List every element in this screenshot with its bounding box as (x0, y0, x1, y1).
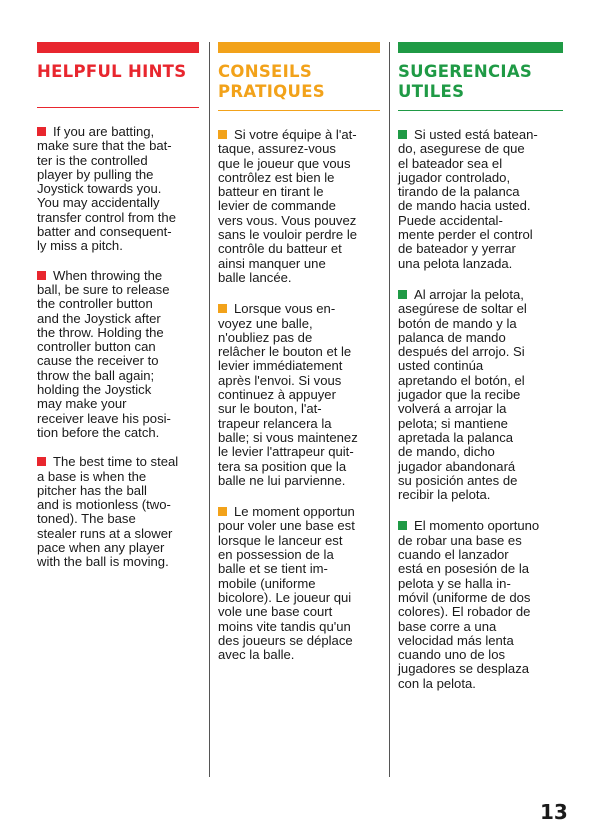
column-title: HELPFUL HINTS (37, 62, 187, 81)
header-bar (218, 42, 380, 53)
hint-paragraph: Le moment opportun pour voler une base est lorsque le lanceur est en possession de la balle et se tient im- mobile (uniforme bicolore). Le joueur qui vole une base court moins vite tandis qu'un des joueurs se déplace avec la balle. (218, 504, 355, 663)
bullet-icon (398, 521, 407, 530)
hint-paragraph: When throwing the ball, be sure to release the controller button and the Joystick after the throw. Holding the controller button can cause the receiver to throw the ball again; holding the Joystick may make your receiver leave his posi- tion before the catch. (37, 267, 171, 440)
bullet-icon (398, 130, 407, 139)
column-french (218, 42, 380, 662)
hint-paragraph: Al arrojar la pelota, asegúrese de soltar el botón de mando y la palanca de mando después del arrojo. Si usted continúa apretando el botón, el jugador que la recibe volverá a arrojar la pelota; si mantiene apretada la palanca de mando, dicho jugador abandonará su posición antes de recibir la pelota. (398, 286, 527, 503)
header-bar (398, 42, 563, 53)
column-spanish (398, 42, 563, 691)
hint-paragraph: El momento oportuno de robar una base es cuando el lanzador está en posesión de la pelota y se halla in- móvil (uniforme de dos colores). El robador de base corre a una velocidad más lenta cuando uno de los jugadores se desplaza con la pelota. (398, 518, 540, 691)
bullet-icon (37, 457, 46, 466)
column-divider-left (209, 42, 210, 777)
hint-paragraph: The best time to steal a base is when the pitcher has the ball and is motionless (two- toned). The base stealer runs at a slower pace when any player with the ball is moving. (37, 454, 179, 570)
bullet-icon (218, 507, 227, 516)
title-rule (398, 110, 563, 111)
column-divider-right (389, 42, 390, 777)
bullet-icon (218, 304, 227, 313)
title-rule (37, 107, 199, 108)
column-title: SUGERENCIAS UTILES (398, 62, 533, 101)
header-bar (37, 42, 199, 53)
hint-paragraph: If you are batting, make sure that the bat- ter is the controlled player by pulling the Joystick towards you. You may accidentally transfer control from the batter and consequent- ly miss a pitch. (37, 124, 176, 254)
column-english (37, 42, 199, 570)
bullet-icon (37, 271, 46, 280)
title-rule (218, 110, 380, 111)
bullet-icon (398, 290, 407, 299)
bullet-icon (37, 127, 46, 136)
bullet-icon (218, 130, 227, 139)
column-title: CONSEILS PRATIQUES (218, 62, 325, 101)
page-number: 13 (540, 800, 568, 824)
hint-paragraph: Si votre équipe à l'at- taque, assurez-vous que le joueur que vous contrôlez est bien le batteur en tirant le levier de commande vers vous. Vous pouvez sans le vouloir perdre le contrôle du batteur et ainsi manquer une balle lancée. (218, 127, 358, 285)
hint-paragraph: Si usted está batean- do, asegurese de que el bateador sea el jugador controlado, tirando de la palanca de mando hacia usted. Puede accidental- mente perder el control de bateador y yerrar una pelota lanzada. (398, 127, 538, 271)
hint-paragraph: Lorsque vous en- voyez une balle, n'oubliez pas de relâcher le bouton et le levier immédiatement après l'envoi. Si vous continuez à appuyer sur le bouton, l'at- trapeur relancera la balle; si vous maintenez le levier l'attrapeur quit- tera sa position que la balle ne lui parvienne. (218, 301, 358, 488)
